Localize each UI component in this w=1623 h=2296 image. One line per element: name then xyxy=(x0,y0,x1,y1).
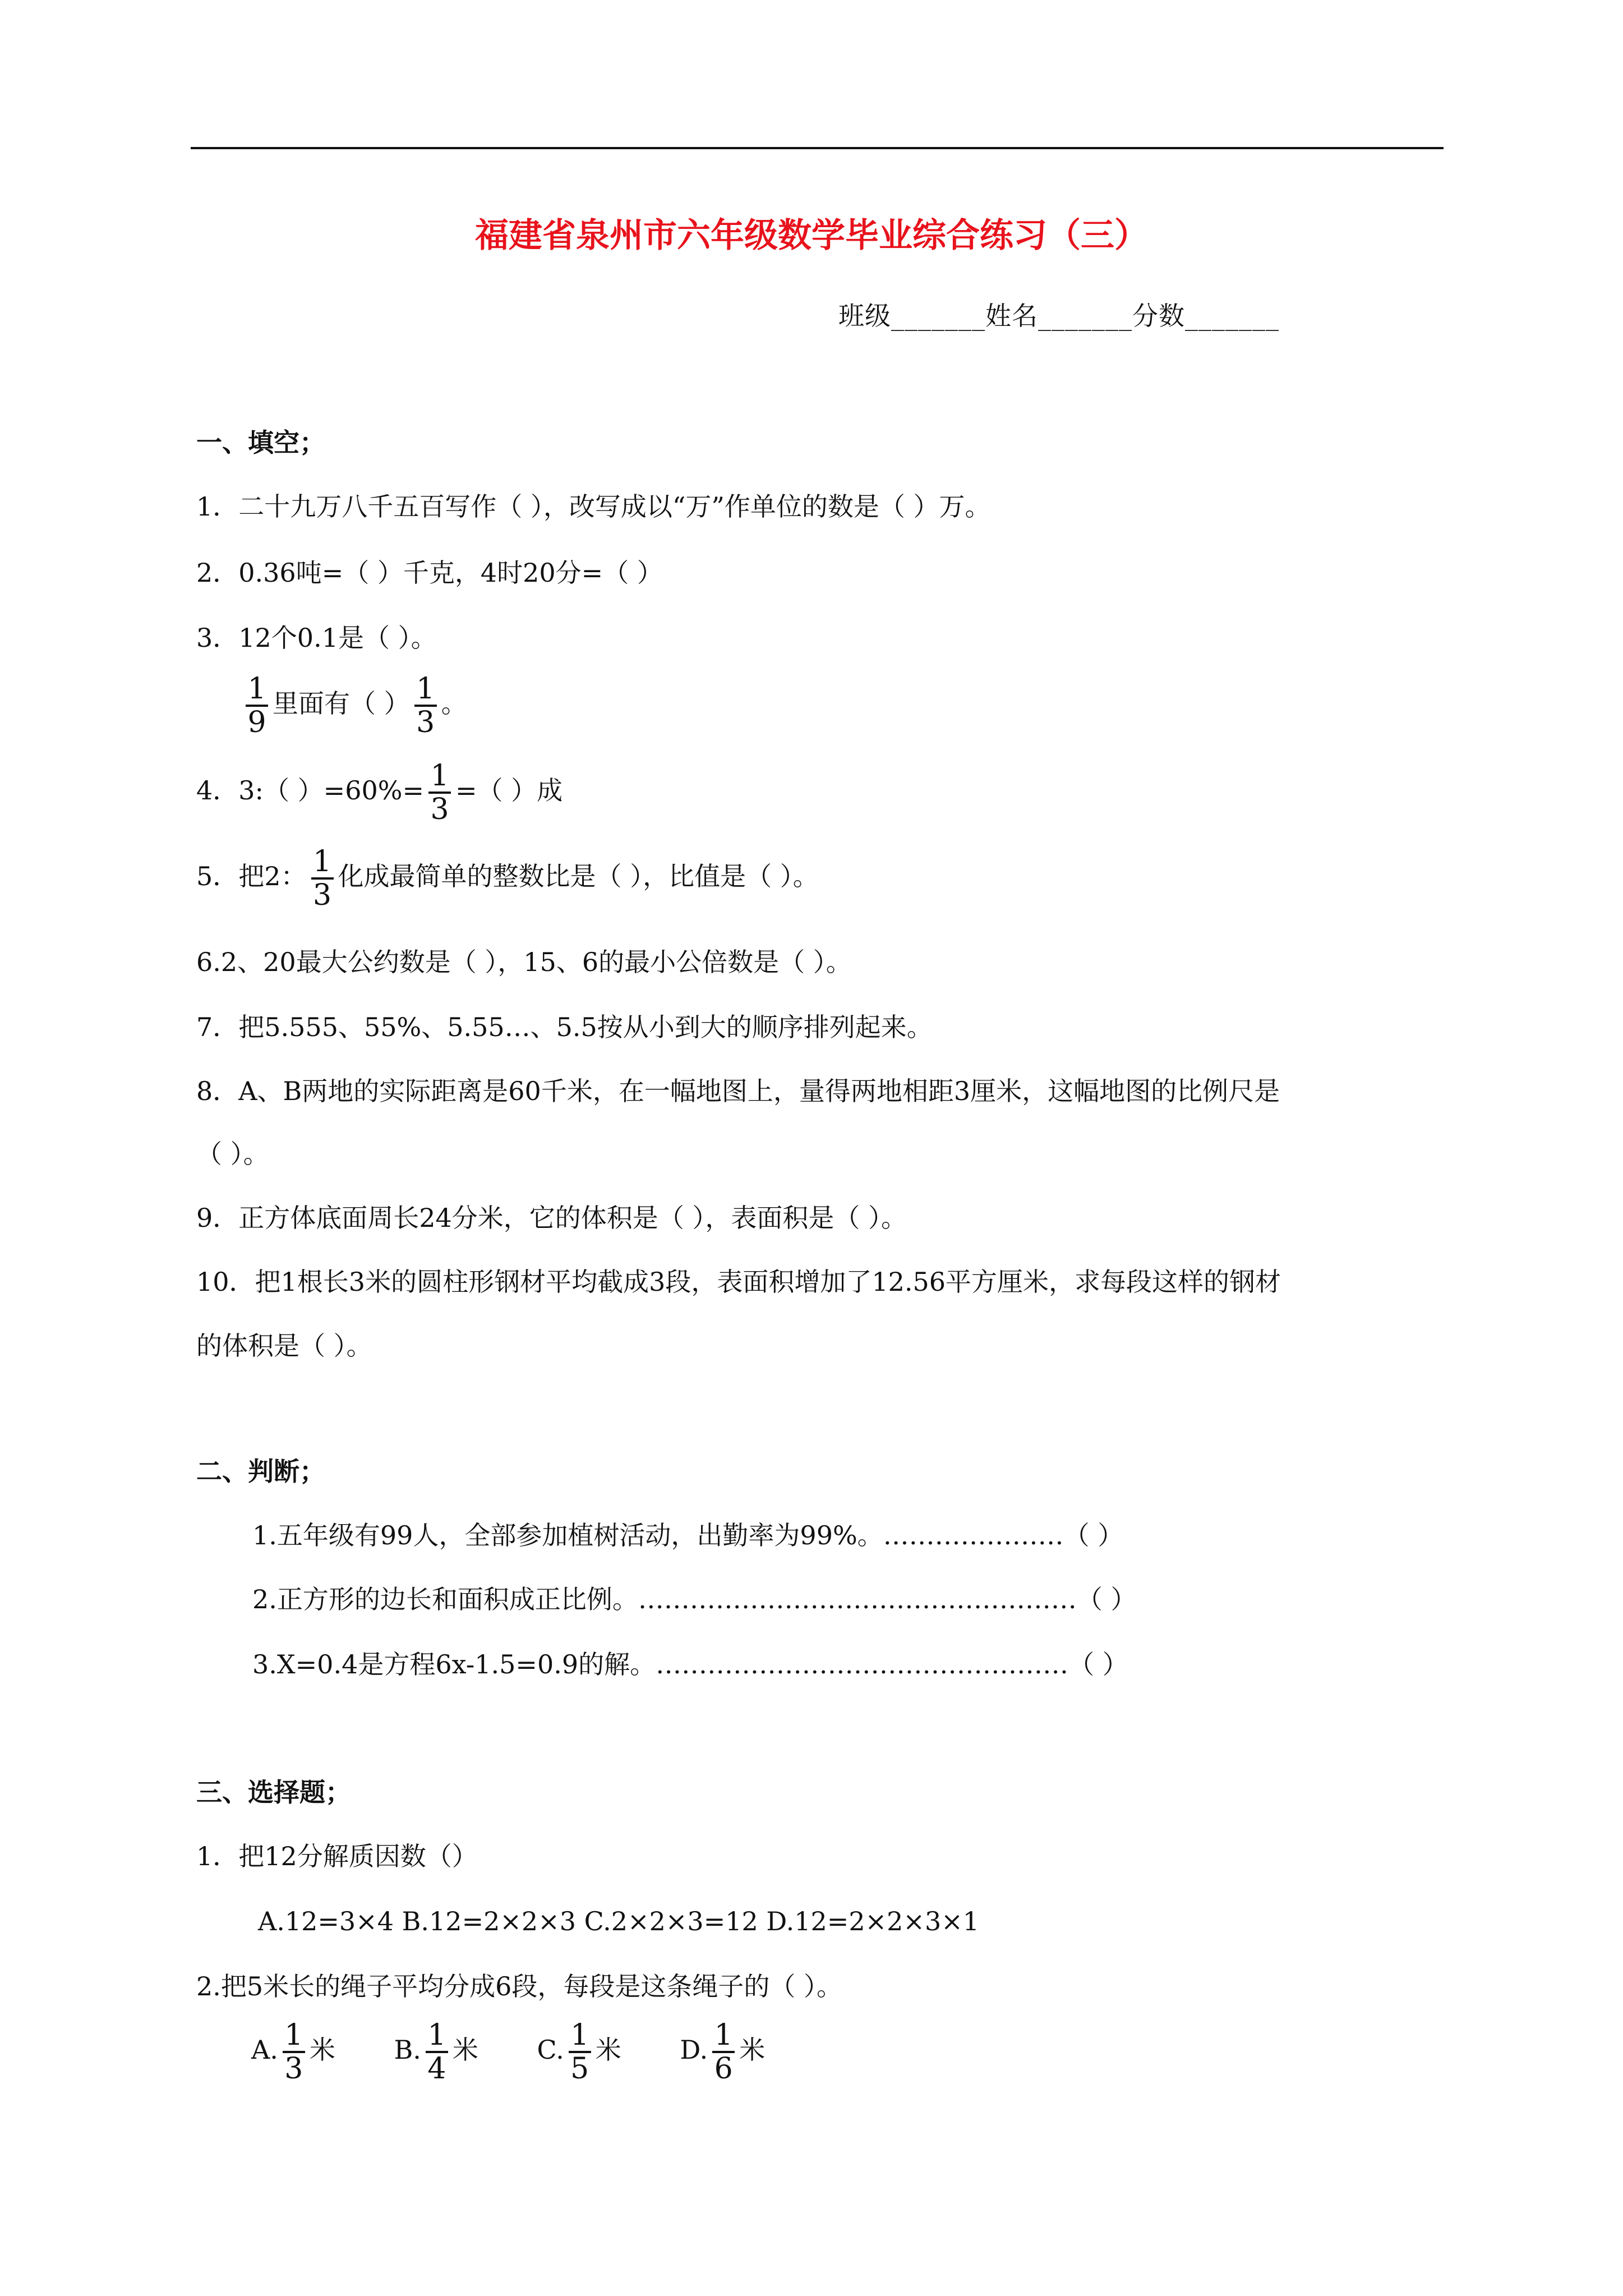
question-fill-5: 5．把2： $\frac{1}{3}$ 化成最简单的整数比是（ ），比值是（ ）。 xyxy=(196,845,819,912)
fraction-one-ninth: $\frac{1}{9}$ xyxy=(246,673,268,738)
fraction-option-a: $\frac{1}{3}$ xyxy=(283,2019,305,2085)
question-choice-2-options xyxy=(251,2019,765,2085)
question-fill-10-line1: 10．把1根长3米的圆柱形钢材平均截成3段，表面积增加了12.56平方厘米，求每段这样的钢材 xyxy=(196,1267,1281,1297)
header-rule xyxy=(191,147,1444,149)
question-fill-1: 1．二十九万八千五百写作（ ），改写成以“万”作单位的数是（ ）万。 xyxy=(196,491,991,522)
question-fill-6: 6.2、20最大公约数是（ ），15、6的最小公倍数是（ ）。 xyxy=(196,947,852,977)
question-fill-10-line2: 的体积是（ ）。 xyxy=(196,1331,372,1361)
fraction-one-third: $\frac{1}{3}$ xyxy=(311,846,334,911)
question-judge-2: 2.正方形的边长和面积成正比例。……………………………………………（ ） xyxy=(252,1584,1137,1614)
question-fill-8-line2: （ ）。 xyxy=(196,1139,269,1169)
question-fill-2: 2．0.36吨=（ ）千克，4时20分=（ ） xyxy=(196,558,663,588)
question-fill-3b: $\frac{1}{9}$ 里面有（ ） $\frac{1}{3}$ 。 xyxy=(241,673,467,738)
question-fill-8-line1: 8．A、B两地的实际距离是60千米，在一幅地图上，量得两地相距3厘米，这幅地图的比例尺是 xyxy=(196,1076,1280,1106)
question-choice-1-options: A.12=3×4 B.12=2×2×3 C.2×2×3=12 D.12=2×2×3×1 xyxy=(258,1906,980,1936)
choice-option-c: C. $\frac{1}{5}$ 米 xyxy=(537,2018,621,2086)
question-choice-2: 2.把5米长的绳子平均分成6段，每段是这条绳子的（ ）。 xyxy=(196,1971,843,2001)
section-fill-heading: 一、填空； xyxy=(196,427,325,458)
choice-option-b: B. $\frac{1}{4}$ 米 xyxy=(394,2018,478,2086)
question-fill-9: 9．正方体底面周长24分米，它的体积是（ ），表面积是（ ）。 xyxy=(196,1203,907,1233)
question-judge-3: 3.X=0.4是方程6x-1.5=0.9的解。…………………………………………（ ） xyxy=(252,1649,1128,1680)
page-title: 福建省泉州市六年级数学毕业综合练习（三） xyxy=(475,216,1148,255)
question-choice-1: 1．把12分解质因数（） xyxy=(196,1841,478,1871)
question-fill-7: 7．把5.555、55%、5.55…、5.5按从小到大的顺序排列起来。 xyxy=(196,1012,933,1042)
choice-option-d: D. $\frac{1}{6}$ 米 xyxy=(680,2018,766,2086)
fraction-option-d: $\frac{1}{6}$ xyxy=(712,2019,735,2085)
fraction-one-third: $\frac{1}{3}$ xyxy=(414,673,437,738)
student-info-line: 班级_______姓名_______分数_______ xyxy=(838,301,1279,331)
question-judge-1: 1.五年级有99人，全部参加植树活动，出勤率为99%。…………………（ ） xyxy=(252,1520,1124,1550)
question-fill-4: 4．3:（ ）=60%= $\frac{1}{3}$ =（ ）成 xyxy=(196,759,563,826)
fraction-one-third: $\frac{1}{3}$ xyxy=(428,760,451,825)
fraction-option-c: $\frac{1}{5}$ xyxy=(569,2019,591,2085)
section-judge-heading: 二、判断； xyxy=(196,1456,325,1487)
fraction-option-b: $\frac{1}{4}$ xyxy=(426,2019,448,2085)
choice-option-a: A. $\frac{1}{3}$ 米 xyxy=(251,2018,335,2086)
question-fill-3: 3．12个0.1是（ ）。 xyxy=(196,623,437,653)
section-choice-heading: 三、选择题； xyxy=(196,1777,351,1807)
